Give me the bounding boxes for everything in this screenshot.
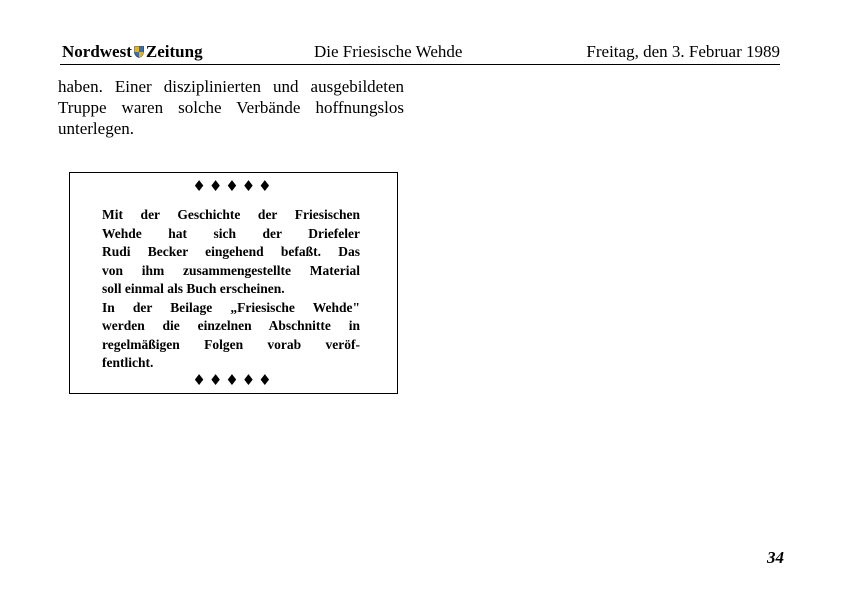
- diamond-ornament-top: ♦♦♦♦♦: [192, 177, 275, 195]
- coat-of-arms-icon: [134, 46, 144, 58]
- info-box-line: Mit der Geschichte der Friesischen: [102, 207, 360, 222]
- masthead-left-word: Nordwest: [62, 42, 132, 61]
- info-box-text: [102, 206, 360, 373]
- article-text: [58, 76, 404, 139]
- masthead-right-word: Zeitung: [145, 42, 203, 61]
- info-box-line: Rudi Becker eingehend befaßt. Das: [102, 244, 360, 259]
- info-box: [69, 172, 398, 394]
- info-box-line: fentlicht.: [102, 355, 154, 370]
- info-box-line: werden die einzelnen Abschnitte in: [102, 318, 360, 333]
- newspaper-masthead: [62, 42, 203, 62]
- article-line: unterlegen.: [58, 119, 134, 138]
- section-title: Die Friesische Wehde: [314, 42, 463, 61]
- info-box-line: von ihm zusammengestellte Material: [102, 262, 360, 278]
- diamond-ornament-bottom: ♦♦♦♦♦: [192, 371, 275, 389]
- page-number: 34: [767, 548, 784, 567]
- article-line: Truppe waren solche Verbände hoffnungslos: [58, 98, 404, 117]
- page-header: [60, 42, 780, 65]
- info-box-line: regelmäßigen Folgen vorab veröf-: [102, 336, 360, 352]
- article-line: haben. Einer disziplinierten und ausgebildeten: [58, 77, 404, 96]
- info-box-line: In der Beilage „Friesische Wehde": [102, 299, 360, 315]
- info-box-line: soll einmal als Buch erscheinen.: [102, 281, 285, 296]
- issue-date: Freitag, den 3. Februar 1989: [586, 42, 780, 61]
- info-box-line: Wehde hat sich der Driefeler: [102, 225, 360, 241]
